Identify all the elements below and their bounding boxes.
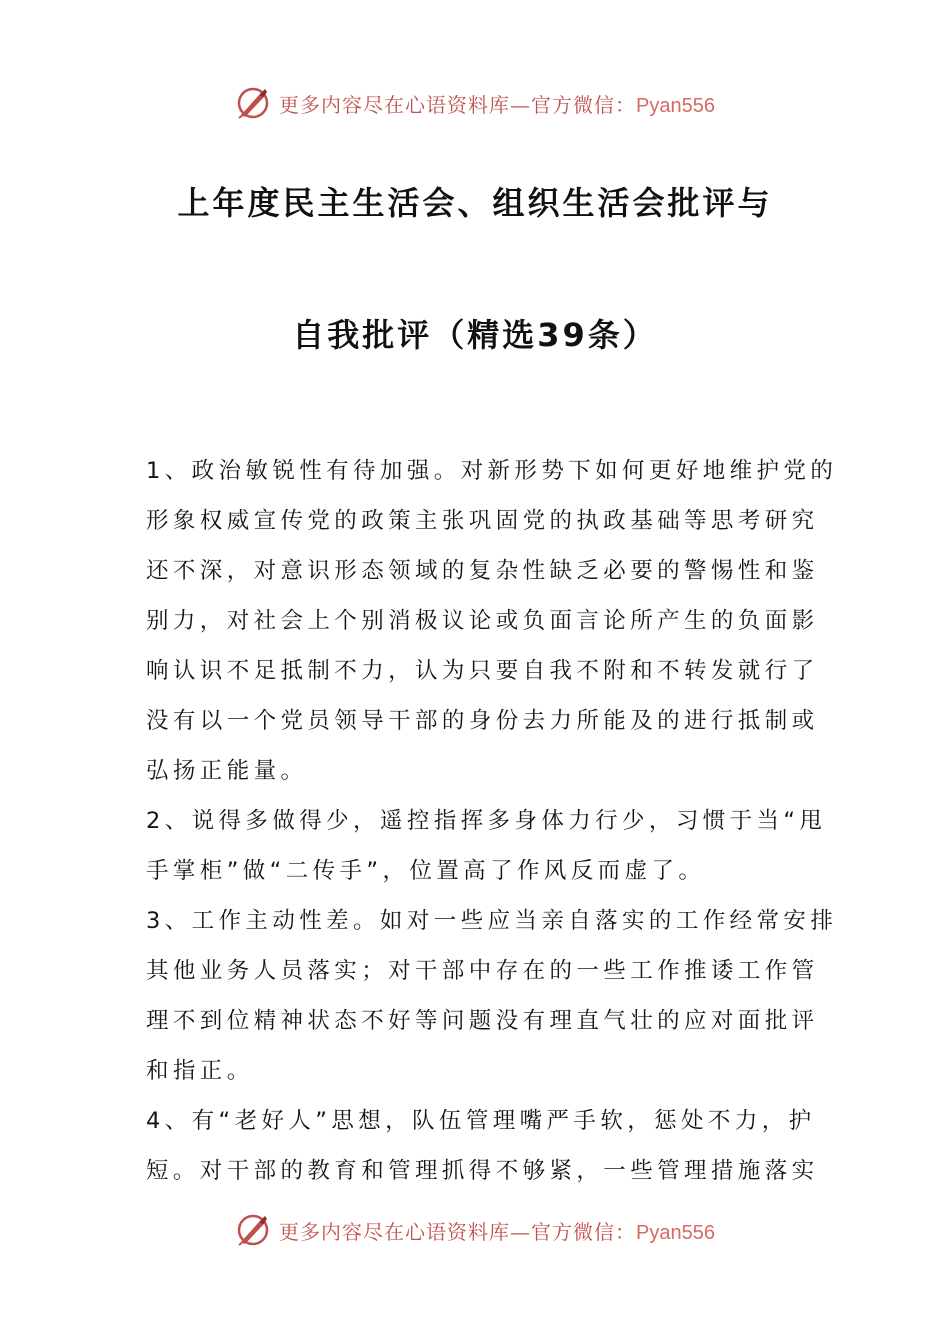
body-line: 响认识不足抵制不力，认为只要自我不附和不转发就行了 xyxy=(146,658,819,684)
watermark-account: Pyan556 xyxy=(636,94,715,117)
body-line: 4、有“老好人”思想，队伍管理嘴严手软，惩处不力，护 xyxy=(146,1108,816,1134)
body-line: 3、工作主动性差。如对一些应当亲自落实的工作经常安排 xyxy=(146,908,838,934)
body-line: 和指正。 xyxy=(146,1058,254,1084)
document-title-line1: 上年度民主生活会、组织生活会批评与 xyxy=(177,184,773,222)
body-line: 弘扬正能量。 xyxy=(146,758,308,784)
watermark-header xyxy=(0,83,950,123)
document-title-line2: 自我批评（精选39条） xyxy=(292,316,658,354)
body-line: 手掌柜”做“二传手”，位置高了作风反而虚了。 xyxy=(146,858,706,884)
document-body xyxy=(146,446,838,1196)
body-line: 2、说得多做得少，遥控指挥多身体力行少，习惯于当“甩 xyxy=(146,808,827,834)
watermark-account: Pyan556 xyxy=(636,1221,715,1244)
body-line: 其他业务人员落实；对干部中存在的一些工作推诿工作管 xyxy=(146,958,819,984)
body-line: 1、政治敏锐性有待加强。对新形势下如何更好地维护党的 xyxy=(146,458,838,484)
body-line: 形象权威宣传党的政策主张巩固党的执政基础等思考研究 xyxy=(146,508,819,534)
body-line: 还不深，对意识形态领域的复杂性缺乏必要的警惕性和鉴 xyxy=(146,558,819,584)
pen-logo-icon xyxy=(235,1212,271,1248)
watermark-text: 更多内容尽在心语资料库—官方微信：Pyan556 xyxy=(279,1219,715,1244)
body-line: 理不到位精神状态不好等问题没有理直气壮的应对面批评 xyxy=(146,1008,819,1034)
body-line: 别力，对社会上个别消极议论或负面言论所产生的负面影 xyxy=(146,608,819,634)
body-line: 没有以一个党员领导干部的身份去力所能及的进行抵制或 xyxy=(146,708,819,734)
pen-logo-icon xyxy=(235,85,271,121)
body-line: 短。对干部的教育和管理抓得不够紧，一些管理措施落实 xyxy=(146,1158,819,1184)
watermark-text: 更多内容尽在心语资料库—官方微信：Pyan556 xyxy=(279,92,715,117)
watermark-footer xyxy=(0,1210,950,1250)
